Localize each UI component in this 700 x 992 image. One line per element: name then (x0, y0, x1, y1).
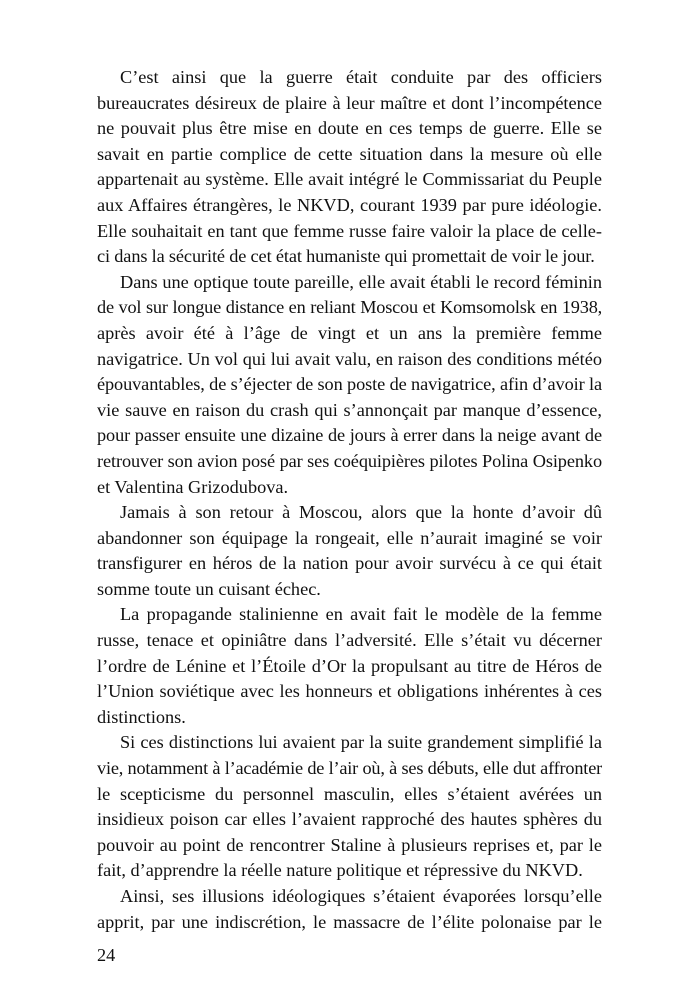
text-line: le scepticisme du personnel masculin, elles s’étaient avérées un (97, 783, 602, 804)
text-line: ci dans la sécurité de cet état humaniste qui promettait de voir le jour. (97, 246, 595, 267)
paragraph (97, 500, 602, 602)
text-line: savait en partie complice de cette situation dans la mesure où elle (97, 143, 602, 164)
text-line: ne pouvait plus être mise en doute en ces temps de guerre. Elle se (97, 118, 602, 139)
text-line: Si ces distinctions lui avaient par la suite grandement simplifié la (120, 732, 602, 753)
text-line: aux Affaires étrangères, le NKVD, courant 1939 par pure idéologie. (97, 194, 602, 215)
text-line: Dans une optique toute pareille, elle avait établi le record féminin (120, 271, 602, 292)
text-line: insidieux poison car elles l’avaient rapproché des hautes sphères du (97, 809, 602, 830)
page-number: 24 (97, 945, 116, 966)
text-line: La propagande stalinienne en avait fait le modèle de la femme (120, 604, 602, 625)
text-line: navigatrice. Un vol qui lui avait valu, en raison des conditions météo (97, 348, 602, 369)
text-line: après avoir été à l’âge de vingt et un ans la première femme (97, 322, 602, 343)
text-line: C’est ainsi que la guerre était conduite par des officiers (120, 67, 602, 87)
page (97, 65, 602, 966)
text-line: somme toute un cuisant échec. (97, 578, 321, 599)
text-line: l’Union soviétique avec les honneurs et obligations inhérentes à ces (97, 681, 602, 702)
paragraph (97, 65, 602, 270)
text-line: abandonner son équipage la rongeait, elle n’aurait imaginé se voir (97, 527, 602, 548)
body-text (97, 65, 602, 935)
text-line: distinctions. (97, 706, 186, 727)
text-line: fait, d’apprendre la réelle nature politique et répressive du NKVD. (97, 860, 583, 881)
paragraph (97, 270, 602, 500)
paragraph (97, 602, 602, 730)
text-line: pouvoir au point de rencontrer Staline à plusieurs reprises et, par le (97, 834, 602, 855)
paragraph (97, 730, 602, 884)
text-line: transfigurer en héros de la nation pour avoir survécu à ce qui était (97, 553, 602, 574)
text-line: pour passer ensuite une dizaine de jours à errer dans la neige avant de (97, 425, 602, 446)
text-line: retrouver son avion posé par ses coéquipières pilotes Polina Osipenko (97, 450, 602, 471)
text-line: épouvantables, de s’éjecter de son poste de navigatrice, afin d’avoir la (97, 374, 602, 395)
text-line: russe, tenace et opiniâtre dans l’adversité. Elle s’était vu décerner (97, 630, 602, 651)
text-line: l’ordre de Lénine et l’Étoile d’Or la propulsant au titre de Héros de (97, 655, 602, 676)
text-line: et Valentina Grizodubova. (97, 476, 289, 497)
text-line: bureaucrates désireux de plaire à leur maître et dont l’incompétence (97, 92, 602, 113)
paragraph (97, 884, 602, 935)
text-line: vie, notamment à l’académie de l’air où, à ses débuts, elle dut affronter (97, 758, 602, 779)
text-line: Ainsi, ses illusions idéologiques s’étaient évaporées lorsqu’elle (120, 886, 602, 906)
text-line: Elle souhaitait en tant que femme russe faire valoir la place de celle- (97, 220, 602, 241)
text-line: Jamais à son retour à Moscou, alors que la honte d’avoir dû (120, 502, 602, 523)
text-line: appartenait au système. Elle avait intégré le Commissariat du Peuple (97, 169, 602, 190)
text-line: apprit, par une indiscrétion, le massacre de l’élite polonaise par le (97, 911, 602, 932)
text-line: de vol sur longue distance en reliant Moscou et Komsomolsk en 1938, (97, 297, 602, 318)
text-line: vie sauve en raison du crash qui s’annonçait par manque d’essence, (97, 399, 602, 420)
